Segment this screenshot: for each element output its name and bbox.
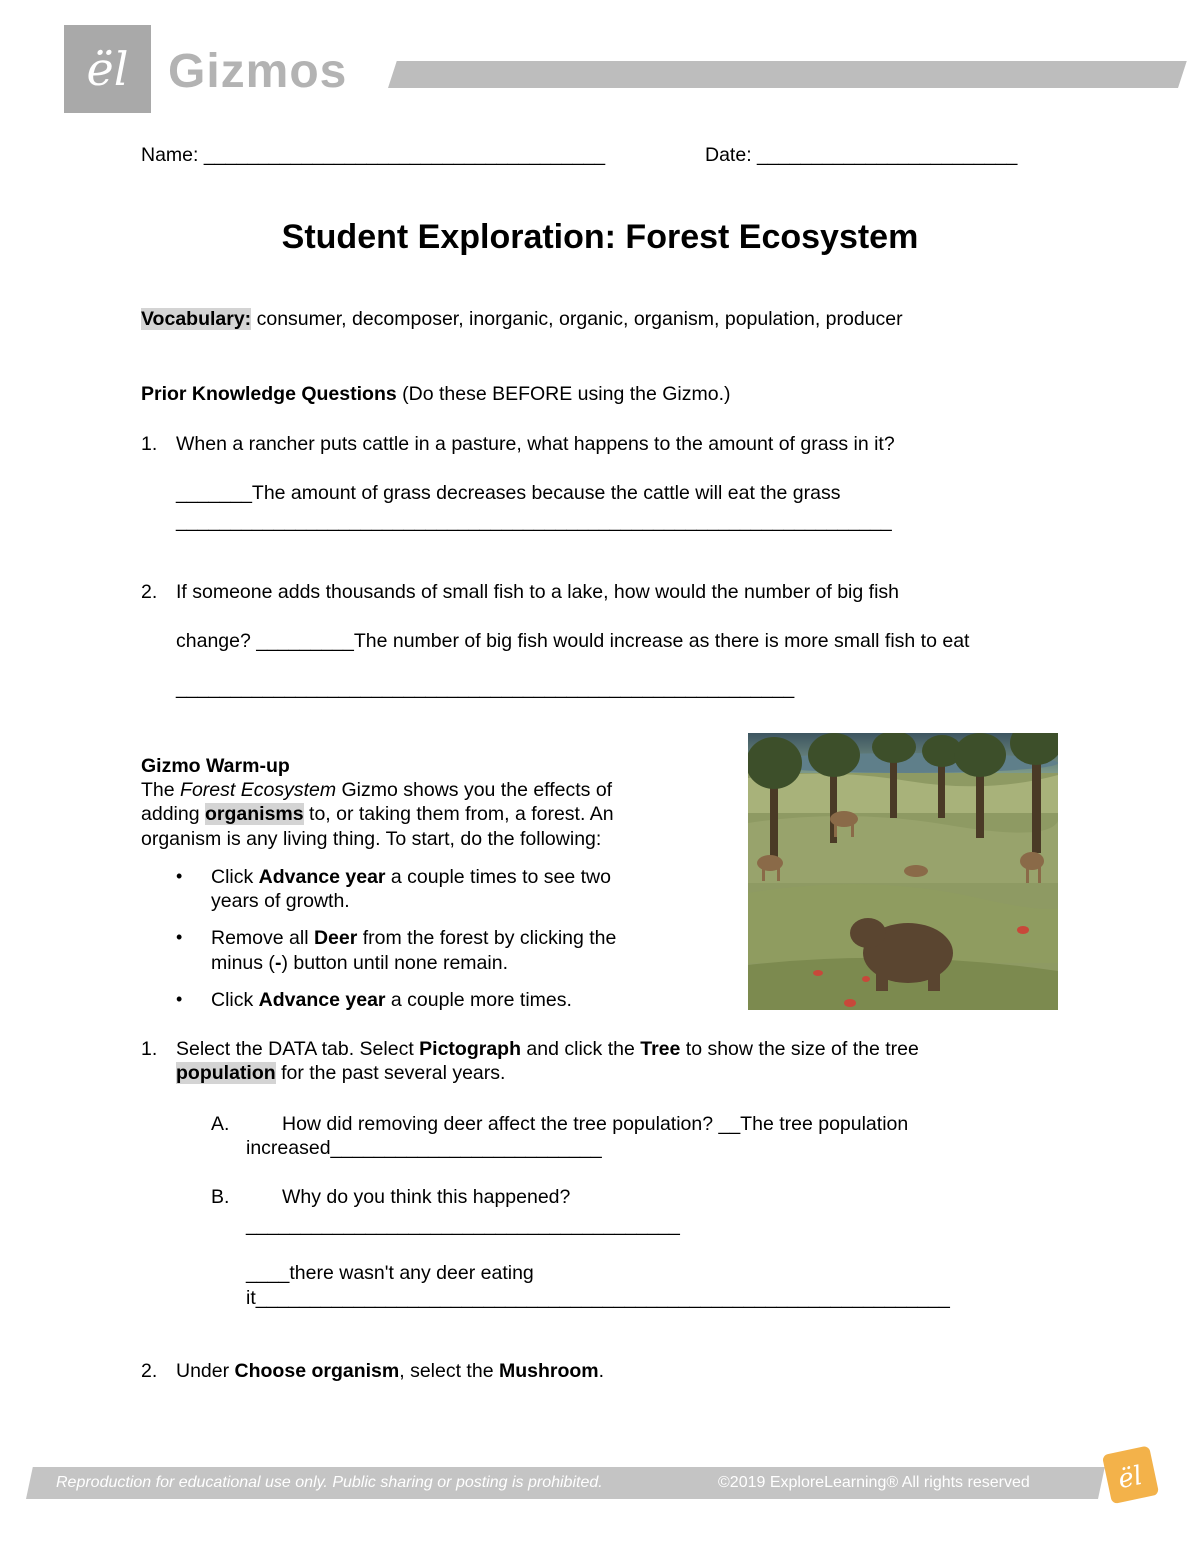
- bullet-text: a couple times to see two: [385, 866, 611, 888]
- q-data-A-label: A.: [211, 1113, 230, 1135]
- q-data-B-label: B.: [211, 1186, 230, 1208]
- bullet-2-line-2: [211, 951, 508, 975]
- q-data-B-text: Why do you think this happened?: [282, 1186, 571, 1208]
- q2-text: If someone adds thousands of small fish to a lake, how would the number of big fish: [176, 581, 899, 603]
- q1-number: 1.: [141, 433, 158, 455]
- brand-name: Gizmos: [168, 45, 348, 98]
- el-corner-logo-icon: [1097, 1444, 1163, 1510]
- warmup-text: Gizmo shows you the effects of: [336, 779, 613, 801]
- bullet-3-line-1: [211, 988, 572, 1012]
- date-blank[interactable]: ________________________: [757, 144, 1018, 166]
- q-mush-text: Under: [176, 1360, 235, 1382]
- footer-notice: Reproduction for educational use only. Public sharing or posting is prohibited.: [56, 1474, 603, 1491]
- header-bar: [388, 61, 1187, 88]
- q-data-text: and click the: [521, 1038, 641, 1060]
- advance-year-term: Advance year: [258, 866, 386, 888]
- q-mush-number: 2.: [141, 1360, 158, 1382]
- bullet-text: Remove all: [211, 927, 314, 949]
- bullet-3: •: [176, 989, 183, 1009]
- date-line: [705, 143, 1017, 167]
- date-label: Date:: [705, 144, 752, 166]
- q-data-B-answer-2[interactable]: it________________________________________________________________: [246, 1287, 950, 1309]
- q-data-B-line[interactable]: ________________________________________: [246, 1214, 680, 1236]
- el-corner-logo-glyph: ël: [1115, 1460, 1145, 1496]
- bullet-text: a couple more times.: [385, 989, 572, 1011]
- el-logo-icon: ël: [86, 42, 129, 96]
- tree-term: Tree: [640, 1038, 681, 1060]
- vocabulary-terms: consumer, decomposer, inorganic, organic, organism, population, producer: [256, 308, 903, 330]
- bullet-text: Click: [211, 866, 259, 888]
- warmup-text: to, or taking them from, a forest. An: [303, 803, 614, 825]
- q-data-text: to show the size of the tree: [680, 1038, 919, 1060]
- page-title: Student Exploration: Forest Ecosystem: [281, 218, 919, 256]
- q1-text: When a rancher puts cattle in a pasture, what happens to the amount of grass in it?: [176, 433, 895, 455]
- warmup-text: The: [141, 779, 181, 801]
- vocabulary-line: [141, 307, 903, 331]
- q-data-line-2: [176, 1061, 505, 1085]
- prior-heading: Prior Knowledge Questions: [141, 383, 397, 405]
- warmup-gizmo-name: Forest Ecosystem: [180, 779, 337, 801]
- footer-copyright: ©2019 ExploreLearning® All rights reserved: [718, 1474, 1030, 1491]
- bullet-1-line-2: years of growth.: [211, 890, 350, 912]
- advance-year-term: Advance year: [258, 989, 386, 1011]
- name-label: Name:: [141, 144, 199, 166]
- name-line: [141, 143, 605, 167]
- q-mush-text: .: [598, 1360, 605, 1382]
- warmup-line-2: [141, 802, 614, 826]
- bullet-1-line-1: [211, 865, 611, 889]
- bullet-text: from the forest by clicking the: [357, 927, 617, 949]
- bullet-2-line-1: [211, 926, 616, 950]
- term-population: population: [176, 1062, 276, 1084]
- q2-answer[interactable]: change? _________The number of big fish would increase as there is more small fish to eat: [176, 630, 970, 652]
- warmup-line-3: organism is any living thing. To start, do the following:: [141, 828, 602, 850]
- forest-ecosystem-image: [748, 733, 1058, 1010]
- q-data-text: Select the DATA tab. Select: [176, 1038, 420, 1060]
- prior-note: (Do these BEFORE using the Gizmo.): [402, 383, 731, 405]
- name-blank[interactable]: _____________________________________: [203, 144, 606, 166]
- q-mush-text: , select the: [399, 1360, 499, 1382]
- q-data-number: 1.: [141, 1038, 158, 1060]
- choose-organism-term: Choose organism: [234, 1360, 400, 1382]
- bullet-1: •: [176, 866, 183, 886]
- bullet-text: Click: [211, 989, 259, 1011]
- prior-heading-line: [141, 382, 731, 406]
- minus-term: -: [274, 952, 282, 974]
- mushroom-term: Mushroom: [498, 1360, 599, 1382]
- q-data-B-answer-1[interactable]: ____there wasn't any deer eating: [246, 1262, 534, 1284]
- warmup-text: adding: [141, 803, 205, 825]
- warmup-line-1: [141, 778, 612, 802]
- bullet-text: ) button until none remain.: [281, 952, 508, 974]
- q-data-text: for the past several years.: [275, 1062, 506, 1084]
- q1-answer-line[interactable]: __________________________________________________________________: [176, 510, 892, 532]
- deer-term: Deer: [313, 927, 358, 949]
- term-organisms: organisms: [204, 803, 304, 825]
- q2-answer-line[interactable]: _________________________________________________________: [176, 677, 795, 699]
- pictograph-term: Pictograph: [419, 1038, 521, 1060]
- bullet-2: •: [176, 927, 183, 947]
- vocabulary-label: Vocabulary:: [141, 308, 252, 330]
- warmup-heading: Gizmo Warm-up: [141, 755, 290, 777]
- bullet-text: minus (: [211, 952, 275, 974]
- q2-number: 2.: [141, 581, 158, 603]
- q1-answer[interactable]: _______The amount of grass decreases because the cattle will eat the grass: [176, 482, 841, 504]
- q-mush-line: [176, 1359, 604, 1383]
- q-data-A-text[interactable]: How did removing deer affect the tree population? __The tree population: [282, 1113, 909, 1135]
- q-data-line-1: [176, 1037, 919, 1061]
- q-data-A-answer[interactable]: increased_________________________: [246, 1137, 602, 1159]
